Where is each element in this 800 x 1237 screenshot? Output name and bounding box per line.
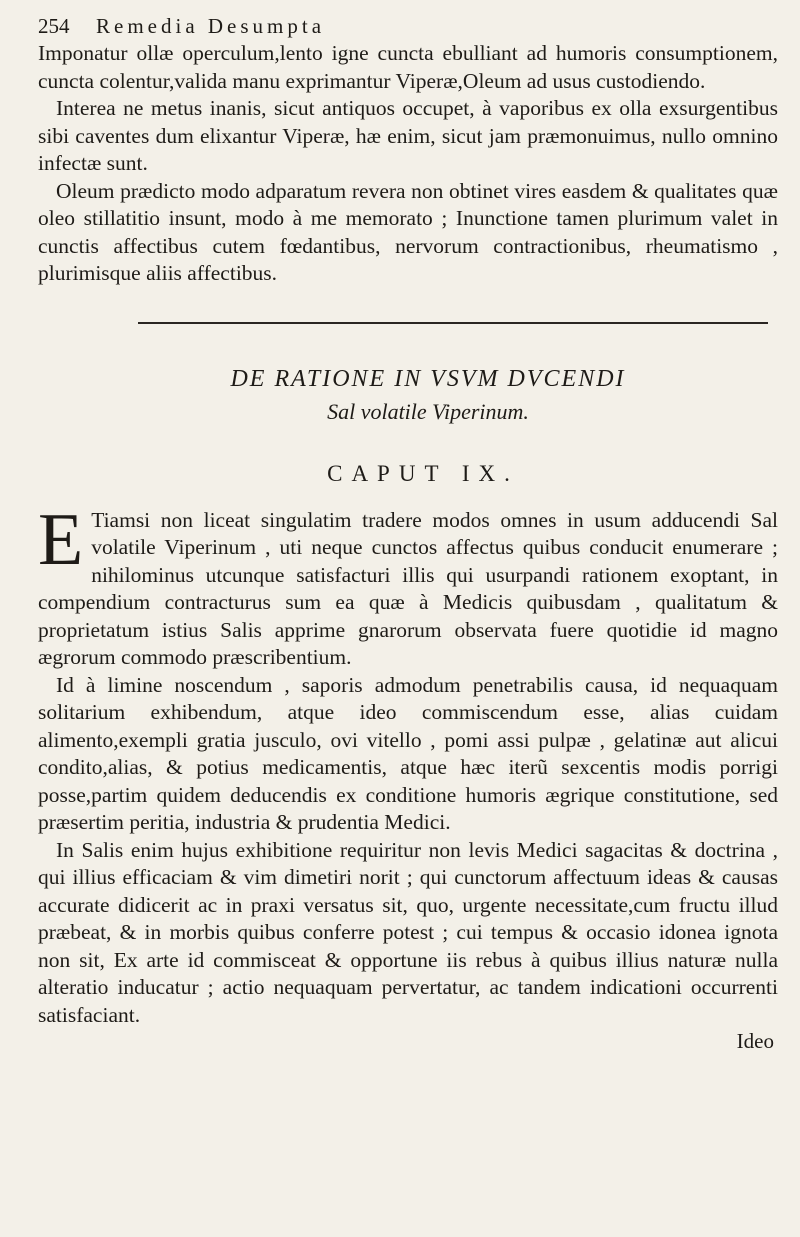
paragraph-oleum: Oleum prædicto modo adparatum revera non obtinet vires easdem & qualitates quæ oleo stillatitio insunt, modo à me memorato ; Inunctione tamen plurimum valet in cunctis affectibus cutem fœdantibus, nervorum contractionibus, rheumatismo , plurimisque aliis affectibus. — [38, 178, 778, 285]
running-title: Remedia Desumpta — [96, 14, 326, 38]
paragraph-in-salis: In Salis enim hujus exhibitione requiritur non levis Medici sagacitas & doctrina , qui illius efficaciam & vim dimetiri norit ; qui cunctorum affectuum ideas & causas accurate didicerit ac in praxi versatus sit, quo, urgente necessitate,cum fructu illud præbeat, & in morbis quibus conferre potest ; cui tempus & occasio idonea ignota non sit, Ex arte id commisceat & opportune iis rebus à quibus illius naturæ nulla alteratio inducatur ; actio nequaquam pervertatur, ac tandem indicationi occurrenti satisfaciant. — [38, 837, 778, 1027]
section-subheading: Sal volatile Viperinum. — [327, 398, 529, 424]
catchword: Ideo — [736, 1029, 774, 1053]
chapter-label: CAPUT IX. — [327, 460, 519, 486]
section-divider — [138, 322, 768, 324]
drop-cap: E — [38, 498, 84, 581]
opening-text: Tiamsi non liceat singulatim tradere modos omnes in usum adducendi Sal volatile Viperinum , uti neque cunctos affectus quibus conducit enumerare ; nihilominus utcunque satisfacturi illis qui usurpandi rationem exoptant, in compendium contracturus sum ea quæ à Medicis quibusdam , qualitatum & proprietatum istius Salis apprime gnarorum observata fuere quotidie id magno ægrorum commodo præscribentium. — [38, 507, 778, 669]
running-head — [38, 14, 778, 40]
section-heading: DE RATIONE IN VSVM DVCENDI — [230, 365, 626, 392]
paragraph-interea: Interea ne metus inanis, sicut antiquos occupet, à vaporibus ex olla exsurgentibus sibi caventes dum elixantur Viperæ, hæ enim, sicut jam præmonuimus, nullo omnino infectæ sunt. — [38, 96, 778, 175]
paragraph-id-a-limine: Id à limine noscendum , saporis admodum penetrabilis causa, id nequaquam solitarium exhibendum, atque ideo commiscendum esse, alias cuidam alimento,exempli gratia jusculo, ovi vitello , pomi assi pulpæ , gelatinæ aut alicui condito,alias, & potius medicamentis, atque hæc iterũ sexcentis modis porrigi posse,partim quidem deducendis ex conditione humoris ægrique constitutione, sed præsertim peritia, industria & prudentia Medici. — [38, 672, 778, 834]
page-number: 254 — [38, 14, 70, 38]
opening-paragraph — [38, 498, 778, 672]
paragraph-recipe: Imponatur ollæ operculum,lento igne cuncta ebulliant ad humoris consumptionem, cuncta colentur,valida manu exprimantur Viperæ,Oleum ad usus custodiendo. — [38, 41, 778, 93]
